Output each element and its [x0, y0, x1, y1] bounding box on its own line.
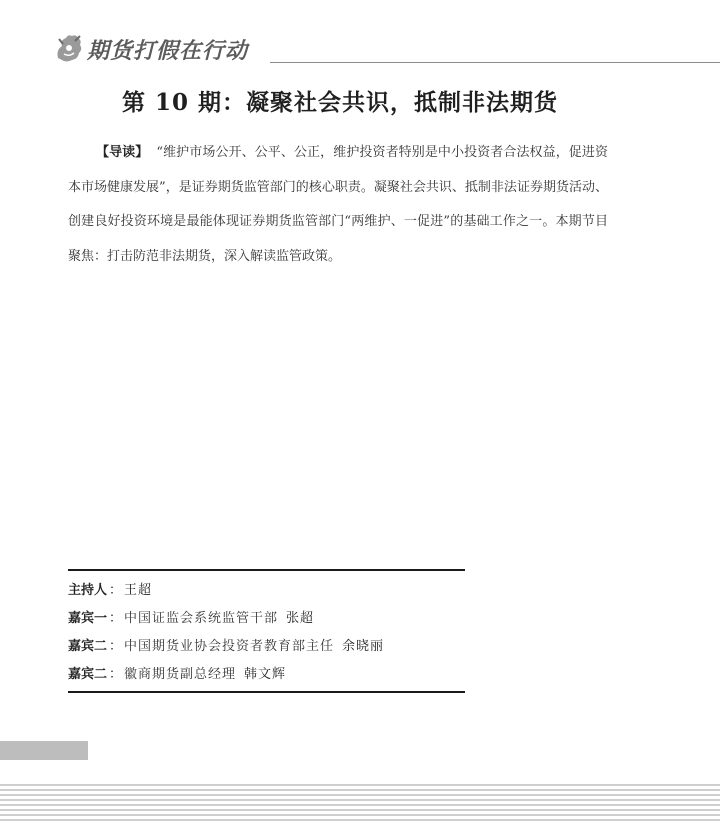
intro-text: “维护市场公开、公平、公正，维护投资者特别是中小投资者合法权益，促进资本市场健康发展”，是证券期货监管部门的核心职责。凝聚社会共识、抵制非法证券期货活动、创建良好投资环境是最能体现证券期货监管部门“两维护、一促进”的基础工作之一。本期节目聚焦：打击防范非法期货，深入解读监管政策。 [68, 145, 608, 264]
participant-role: 嘉宾二 [68, 667, 108, 682]
participants-list [68, 577, 384, 689]
page-tab-marker [0, 741, 88, 760]
participant-name: 张超 [286, 611, 315, 626]
participant-org: 中国证监会系统监管干部 [124, 611, 279, 626]
participant-name: 王超 [124, 583, 153, 598]
footer-stripes [0, 784, 720, 823]
participant-role: 主持人 [68, 583, 108, 598]
participant-name: 余晓丽 [342, 639, 385, 654]
page-header [0, 0, 720, 80]
participant-name: 韩文辉 [244, 667, 287, 682]
article-title: 第 10 期：凝聚社会共识，抵制非法期货 [121, 89, 559, 116]
colon-separator: ： [109, 611, 123, 626]
participant-role: 嘉宾二 [68, 639, 108, 654]
bull-logo-icon [54, 32, 84, 64]
participant-org: 徽商期货副总经理 [124, 667, 237, 682]
header-divider [270, 62, 720, 63]
participants-bottom-rule [68, 691, 465, 693]
series-title: 期货打假在行动 [87, 39, 249, 64]
colon-separator: ： [109, 639, 123, 654]
participants-top-rule [68, 569, 465, 571]
participant-guest-3 [68, 661, 384, 689]
participant-guest-1 [68, 605, 384, 633]
intro-paragraph [68, 136, 608, 274]
participant-role: 嘉宾一 [68, 611, 108, 626]
participant-host [68, 577, 384, 605]
participant-guest-2 [68, 633, 384, 661]
participant-org: 中国期货业协会投资者教育部主任 [124, 639, 335, 654]
colon-separator: ： [109, 667, 123, 682]
intro-tag: 【导读】 [96, 145, 149, 160]
colon-separator: ： [109, 583, 123, 598]
